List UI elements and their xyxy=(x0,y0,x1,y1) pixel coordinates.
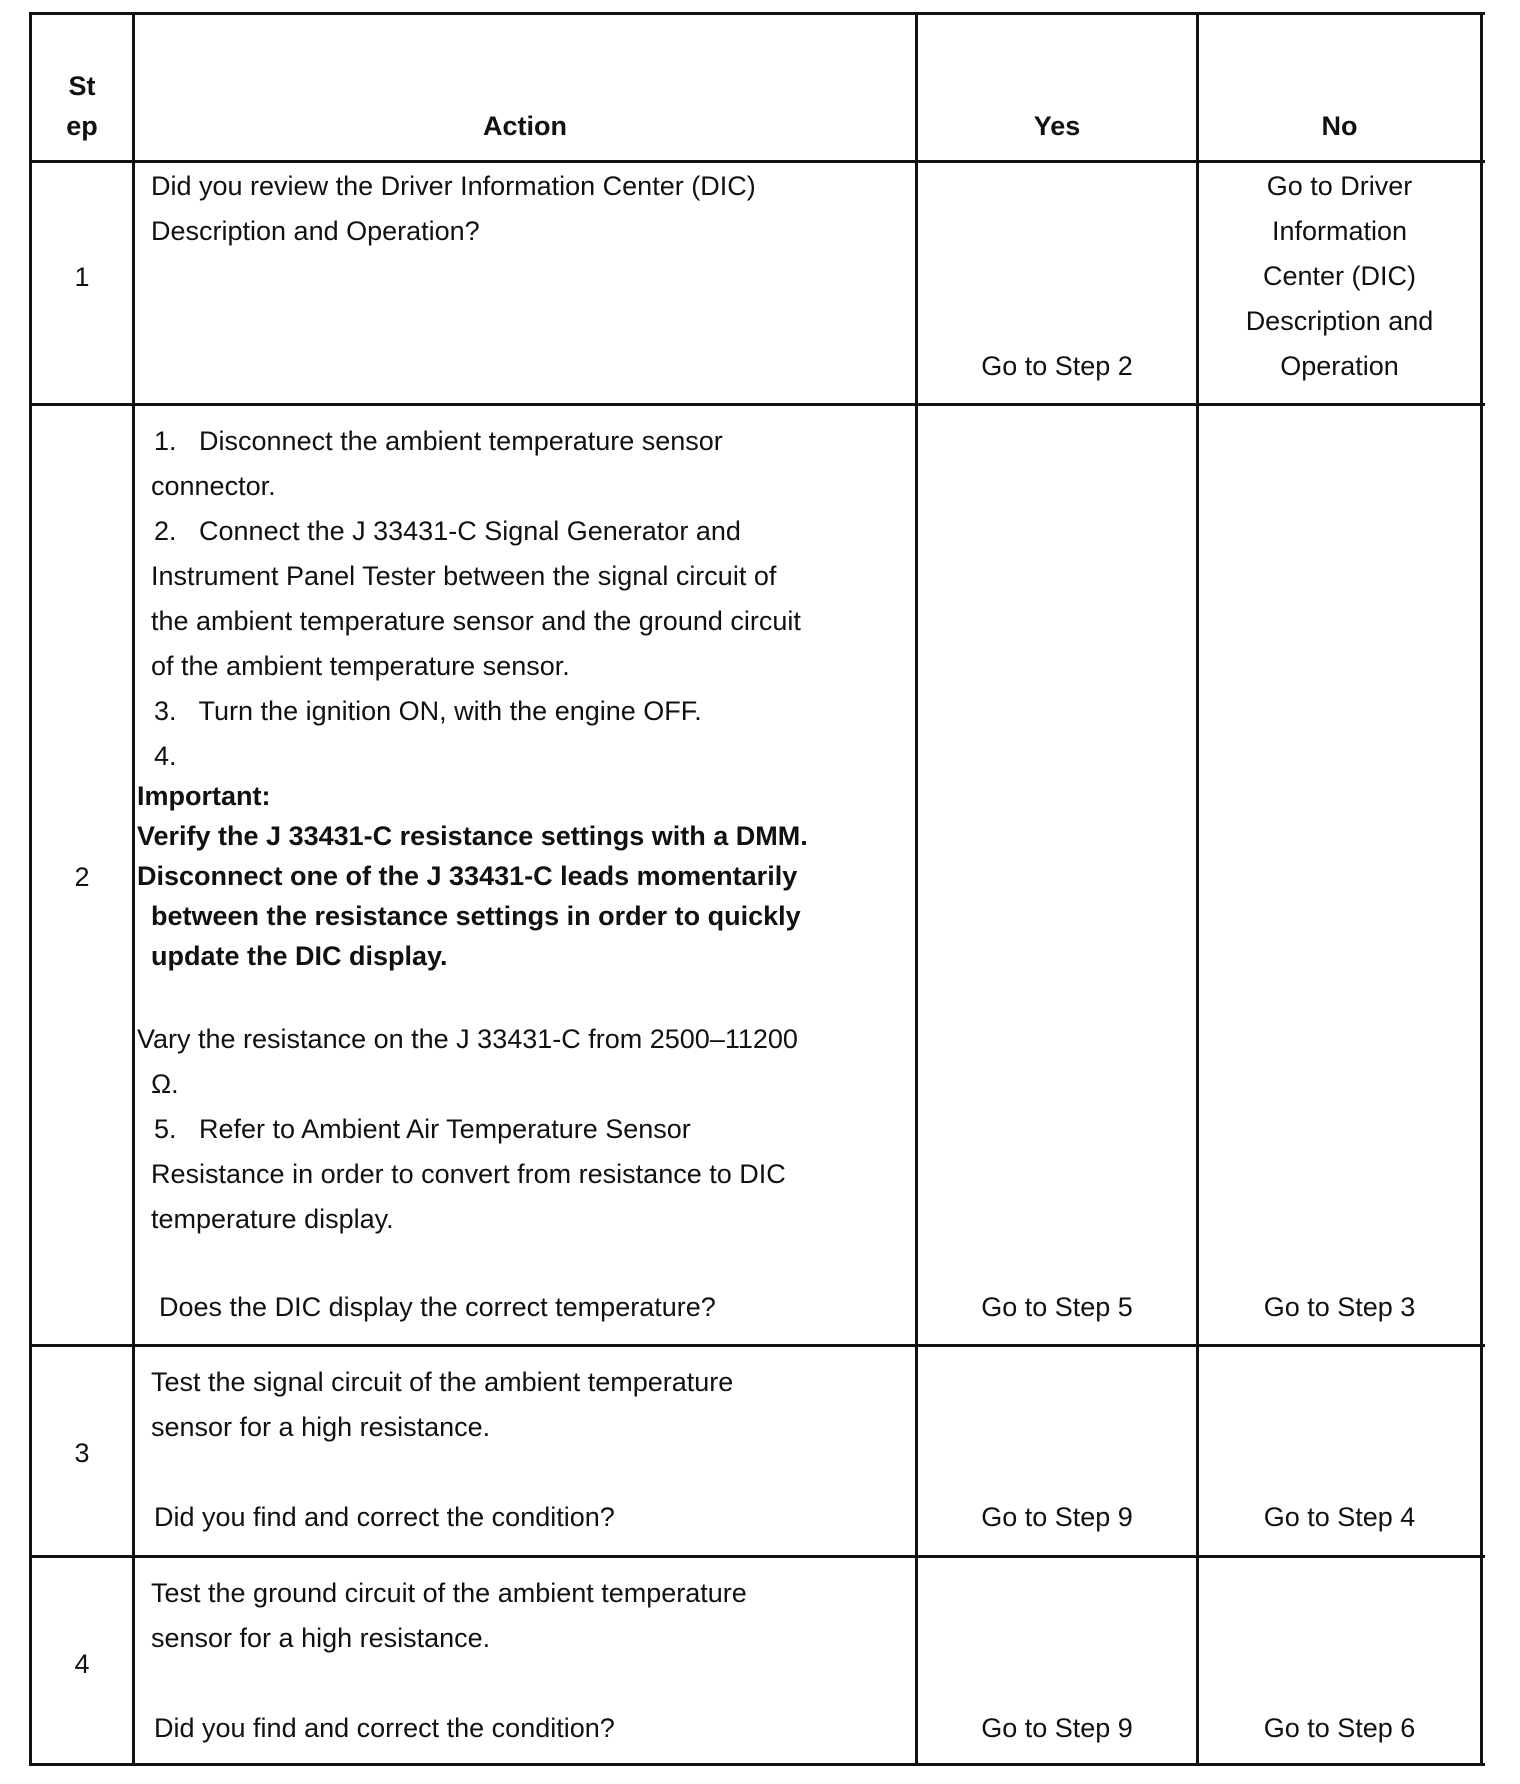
header-step-part1: St xyxy=(68,71,96,101)
action-item: the ambient temperature sensor and the ground circuit xyxy=(151,606,801,636)
header-step-part2: ep xyxy=(66,111,98,141)
header-action: Action xyxy=(483,111,567,141)
row-divider-2 xyxy=(29,1344,1485,1347)
vary-resistance-text: Vary the resistance on the J 33431-C from 2500–11200 xyxy=(137,1024,798,1054)
step-number: 3 xyxy=(74,1438,90,1468)
important-note-line: update the DIC display. xyxy=(151,941,448,971)
step-number: 2 xyxy=(74,862,90,892)
no-result-line: Description and xyxy=(1245,306,1434,336)
no-result: Go to Step 3 xyxy=(1263,1292,1416,1322)
action-item: of the ambient temperature sensor. xyxy=(151,651,570,681)
step-question: Does the DIC display the correct temperature? xyxy=(159,1292,716,1322)
action-item: temperature display. xyxy=(151,1204,394,1234)
diagnostic-table xyxy=(29,12,1485,1766)
no-result-line: Operation xyxy=(1280,351,1399,381)
row-divider-header xyxy=(29,160,1485,163)
important-note-line: Disconnect one of the J 33431-C leads momentarily xyxy=(137,861,798,891)
important-note-line: between the resistance settings in order to quickly xyxy=(151,901,801,931)
yes-result: Go to Step 2 xyxy=(981,351,1133,381)
yes-result: Go to Step 5 xyxy=(981,1292,1133,1322)
no-result-line: Go to Driver xyxy=(1266,171,1413,201)
header-yes: Yes xyxy=(1033,111,1081,141)
column-divider-step xyxy=(132,12,135,1766)
no-result: Go to Step 6 xyxy=(1263,1713,1416,1743)
action-text: Description and Operation? xyxy=(151,216,480,246)
action-text: Did you review the Driver Information Center (DIC) xyxy=(151,171,756,201)
table-border-top xyxy=(29,12,1485,15)
important-note-line: Verify the J 33431-C resistance settings with a DMM. xyxy=(137,821,808,851)
row-divider-3 xyxy=(29,1555,1485,1558)
action-item: 1. Disconnect the ambient temperature sensor xyxy=(154,426,723,456)
step-question: Did you find and correct the condition? xyxy=(154,1502,615,1532)
table-border-right xyxy=(1480,12,1483,1766)
important-label: Important: xyxy=(137,781,271,811)
action-item: 5. Refer to Ambient Air Temperature Sensor xyxy=(154,1114,691,1144)
action-item: Instrument Panel Tester between the signal circuit of xyxy=(151,561,777,591)
action-text: Test the signal circuit of the ambient temperature xyxy=(151,1367,734,1397)
step-question: Did you find and correct the condition? xyxy=(154,1713,615,1743)
header-no: No xyxy=(1321,111,1358,141)
vary-resistance-text: Ω. xyxy=(151,1069,179,1099)
action-item: Resistance in order to convert from resistance to DIC xyxy=(151,1159,786,1189)
no-result: Go to Step 4 xyxy=(1263,1502,1416,1532)
yes-result: Go to Step 9 xyxy=(981,1502,1133,1532)
action-text: sensor for a high resistance. xyxy=(151,1412,491,1442)
table-border-bottom xyxy=(29,1763,1485,1766)
no-result-line: Information xyxy=(1271,216,1408,246)
action-item: 3. Turn the ignition ON, with the engine OFF. xyxy=(154,696,702,726)
action-item: 2. Connect the J 33431-C Signal Generator and xyxy=(154,516,741,546)
action-item: 4. xyxy=(154,741,177,771)
step-number: 4 xyxy=(74,1649,90,1679)
action-text: sensor for a high resistance. xyxy=(151,1623,491,1653)
yes-result: Go to Step 9 xyxy=(981,1713,1133,1743)
step-number: 1 xyxy=(74,262,90,292)
no-result-line: Center (DIC) xyxy=(1262,261,1417,291)
action-item: connector. xyxy=(151,471,276,501)
action-text: Test the ground circuit of the ambient temperature xyxy=(151,1578,747,1608)
row-divider-1 xyxy=(29,403,1485,406)
